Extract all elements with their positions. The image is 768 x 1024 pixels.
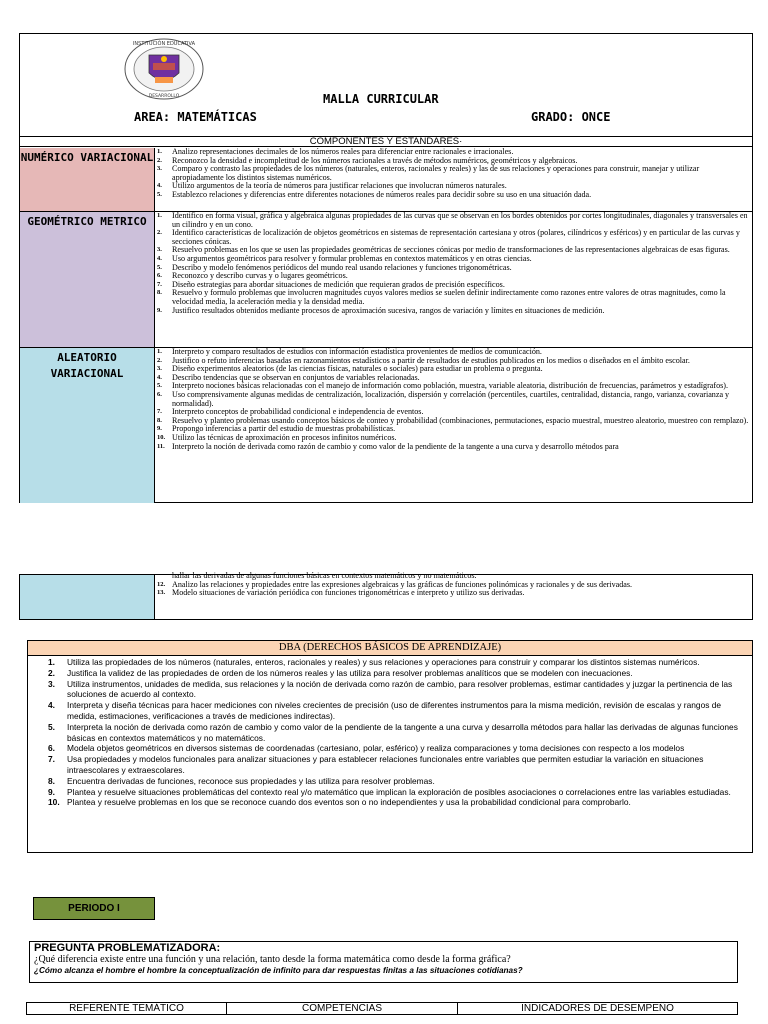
item-text: Interpreta la noción de derivada como razón de cambio y como valor de la pendiente de la tangente a una curva y desarrolla métodos para hallar las derivadas de algunas funciones básicas en contextos matemáticos y no matemáticos. <box>67 721 738 743</box>
item-text: Plantea y resuelve problemas en los que se reconoce cuando dos eventos son o no independientes y usa la probabilidad condicional para comprobarlo. <box>67 797 631 808</box>
section-numerico <box>155 148 752 212</box>
pregunta-title: PREGUNTA PROBLEMATIZADORA: <box>34 942 221 954</box>
item-number: 8. <box>157 416 162 424</box>
item-text: Establezco relaciones y diferencias entre diferentes notaciones de números reales para decidir sobre su uso en una situación dada. <box>172 189 592 199</box>
list-item <box>155 191 752 200</box>
item-text: Describo y modelo fenómenos periódicos del mundo real usando relaciones y funciones trigonométricas. <box>172 262 512 272</box>
pregunta-question-1: ¿Qué diferencia existe entre una función y una relación, tanto desde la forma matemática como desde la forma gráfica? <box>34 954 511 965</box>
item-text: Utilizo las técnicas de aproximación en procesos infinitos numéricos. <box>172 432 397 442</box>
page-title: MALLA CURRICULAR <box>323 92 439 106</box>
list-item <box>155 307 752 316</box>
dba-table <box>27 640 753 853</box>
category-numerico: NUMÉRICO VARIACIONAL <box>20 148 155 212</box>
item-number: 12. <box>157 580 166 588</box>
item-number: 2. <box>157 356 162 364</box>
item-number: 7. <box>157 408 162 416</box>
item-text: Encuentra derivadas de funciones, reconoce sus propiedades y las utiliza para resolver problemas. <box>67 775 435 786</box>
item-number: 1. <box>157 148 162 155</box>
item-text: Reconozco la densidad e incompletitud de los números racionales a través de métodos numéricos, geométricos y algebraicos. <box>172 155 578 165</box>
item-text: Modelo situaciones de variación periódica con funciones trigonométricas e interpreto y utilizo sus derivadas. <box>172 588 525 598</box>
item-number: 5. <box>157 263 162 271</box>
item-text: Uso argumentos geométricos para resolver y formular problemas en contextos matemáticos y en otras ciencias. <box>172 253 532 263</box>
list-item <box>155 589 752 598</box>
item-text: Resuelvo y formulo problemas que involucren magnitudes cuyos valores medios se suelen definir indirectamente como razones entre valores de otras magnitudes, como la velocidad media, la aceleración media y la densidad media. <box>172 288 726 306</box>
list-item <box>28 776 752 787</box>
item-text: Diseño estrategias para abordar situaciones de medición que requieran grados de precisión específicos. <box>172 279 505 289</box>
pregunta-box <box>29 941 738 983</box>
list-item <box>28 797 752 808</box>
item-text: Utiliza las propiedades de los números (naturales, enteros, racionales y reales) y sus relaciones y operaciones para construir y comparar los distintos sistemas numéricos. <box>67 657 700 667</box>
institution-seal <box>123 37 205 101</box>
item-text: Usa propiedades y modelos funcionales para analizar situaciones y para establecer relaciones funcionales entre variables que permiten estudiar la variación en situaciones intraescolares y extraescolares. <box>67 754 704 775</box>
item-text: Analizo las relaciones y propiedades entre las expresiones algebraicas y las gráficas de funciones polinómicas y racionales y de sus derivadas. <box>172 579 633 589</box>
item-number: 9. <box>48 786 55 797</box>
item-number: 5. <box>48 721 55 732</box>
item-text: Utiliza instrumentos, unidades de medida, sus relaciones y la noción de derivada como razón de cambio, para resolver problemas, estimar cantidades y juzgar la pertinencia de las soluciones de acuerdo al contexto. <box>67 678 733 700</box>
list-item <box>28 668 752 679</box>
seal-text-bottom: DESARROLLO <box>148 94 180 99</box>
item-number: 10. <box>48 797 60 808</box>
item-text: Diseño experimentos aleatorios (de las ciencias físicas, naturales o sociales) para estudiar un problema o pregunta. <box>172 364 543 374</box>
item-number: 13. <box>157 589 166 597</box>
item-text: Comparo y contrasto las propiedades de los números (naturales, enteros, racionales y reales) y las de sus relaciones y operaciones para construir, manejar y utilizar apropiadamente los distintos sistemas numéricos. <box>172 164 700 182</box>
list-item <box>28 754 752 776</box>
item-number: 5. <box>157 190 162 198</box>
list-item <box>155 212 752 229</box>
item-text: Resuelvo problemas en los que se usen las propiedades geométricas de secciones cónicas por medio de transformaciones de las representaciones algebraicas de esas figuras. <box>172 245 730 255</box>
item-text: Reconozco y describo curvas y o lugares geométricos. <box>172 271 348 281</box>
item-number: 1. <box>157 348 162 355</box>
section-aleatorio <box>155 348 752 503</box>
continuation-lead: hallar las derivadas de algunas funciones básicas en contextos matemáticos y no matemáticos. <box>172 571 477 580</box>
item-text: Justifico resultados obtenidos mediante procesos de aproximación sucesiva, rangos de variación y límites en situaciones de medición. <box>172 305 605 315</box>
components-table <box>19 136 753 503</box>
item-number: 4. <box>157 373 162 381</box>
item-number: 4. <box>157 254 162 262</box>
grade-label: GRADO: ONCE <box>531 110 611 124</box>
header-competencias: COMPETENCIAS <box>227 1003 458 1014</box>
item-text: Interpreto conceptos de probabilidad condicional e independencia de eventos. <box>172 407 424 417</box>
item-number: 1. <box>157 212 162 219</box>
seal-text-top: INSTITUCIÓN EDUCATIVA <box>132 41 196 47</box>
item-number: 9. <box>157 425 162 433</box>
list-item <box>28 787 752 798</box>
continuation-list <box>155 571 752 598</box>
item-number: 10. <box>157 433 166 441</box>
continuation-category-cell <box>20 575 155 619</box>
list-item <box>155 443 752 452</box>
item-number: 2. <box>157 229 162 237</box>
item-number: 6. <box>48 743 55 754</box>
list-item <box>155 229 752 246</box>
dba-title: DBA (DERECHOS BÁSICOS DE APRENDIZAJE) <box>28 641 752 656</box>
item-text: Describo tendencias que se observan en conjuntos de variables relacionadas. <box>172 372 420 382</box>
continuation-table <box>19 571 753 620</box>
item-number: 1. <box>48 657 55 667</box>
item-text: Modela objetos geométricos en diversos sistemas de coordenadas (cartesiano, polar, esférico) y realiza comparaciones y toma decisiones con respecto a los modelos <box>67 743 685 754</box>
item-number: 3. <box>48 678 55 689</box>
item-text: Justifico o refuto inferencias basadas en razonamientos estadísticos a partir de resultados de estudios publicados en los medios o diseñados en el ámbito escolar. <box>172 355 690 365</box>
item-number: 4. <box>157 182 162 190</box>
components-header: COMPONENTES Y ESTANDARES· <box>19 136 753 147</box>
item-text: Analizo representaciones decimales de los números reales para diferenciar entre racionales e irracionales. <box>172 147 514 156</box>
bottom-table-header <box>26 1002 738 1015</box>
item-number: 2. <box>157 156 162 164</box>
item-number: 2. <box>48 667 55 678</box>
item-number: 3. <box>157 365 162 373</box>
item-text: Interpreta y diseña técnicas para hacer mediciones con niveles crecientes de precisión (uso de diferentes instrumentos para la misma medición, revisión de escalas y rangos de medida, estimaciones, verificaciones a través de mediciones indirectas). <box>67 700 722 721</box>
periodo-label: PERIODO I <box>33 897 155 920</box>
item-number: 11. <box>157 442 165 450</box>
list-item <box>28 722 752 744</box>
category-geometrico: GEOMÉTRICO METRICO <box>20 212 155 348</box>
item-text: Utilizo argumentos de la teoría de números para justificar relaciones que involucran números naturales. <box>172 181 507 191</box>
list-item <box>155 165 752 182</box>
item-number: 5. <box>157 382 162 390</box>
pregunta-question-2: ¿Cómo alcanza el hombre el hombre la conceptualización de infinito para dar respuestas finitas a las situaciones cotidianas? <box>34 966 523 975</box>
list-item <box>28 743 752 754</box>
item-number: 4. <box>48 700 55 711</box>
item-text: Interpreto y comparo resultados de estudios con información estadística provenientes de medios de comunicación. <box>172 347 542 356</box>
item-text: Interpreto nociones básicas relacionadas con el manejo de información como población, muestra, variable aleatoria, distribución de frecuencias, parámetros y estadígrafos). <box>172 381 728 391</box>
list-item <box>155 391 752 408</box>
item-number: 8. <box>48 775 55 786</box>
item-text: Propongo inferencias a partir del estudio de muestras probabilísticas. <box>172 424 396 434</box>
item-number: 7. <box>48 754 55 765</box>
item-number: 8. <box>157 289 162 297</box>
item-text: Resuelvo y planteo problemas usando conceptos básicos de conteo y probabilidad (combinaciones, permutaciones, espacio muestral, muestreo aleatorio, muestreo con remplazo). <box>172 415 749 425</box>
item-number: 3. <box>157 246 162 254</box>
item-number: 9. <box>157 306 162 314</box>
item-text: Justifica la validez de las propiedades de orden de los números reales y las utiliza para resolver problemas analíticos que se modelen con inecuaciones. <box>67 667 633 678</box>
category-aleatorio: ALEATORIO VARIACIONAL <box>20 348 155 503</box>
list-item <box>28 700 752 722</box>
list-item <box>155 289 752 306</box>
item-number: 6. <box>157 390 162 398</box>
list-item <box>28 679 752 701</box>
section-geometrico <box>155 212 752 348</box>
item-number: 6. <box>157 272 162 280</box>
header-indicadores: INDICADORES DE DESEMPEÑO <box>521 1003 674 1014</box>
item-number: 7. <box>157 280 162 288</box>
list-item <box>28 657 752 668</box>
item-text: Uso comprensivamente algunas medidas de centralización, localización, dispersión y correlación (percentiles, cuartiles, centralidad, distancia, rango, varianza, covarianza y normalidad). <box>172 389 730 408</box>
item-text: Identifico características de localización de objetos geométricos en sistemas de representación cartesiana y otros (polares, cilíndricos y esféricos) y en particular de las curvas y secciones cónicas. <box>172 228 740 246</box>
item-text: Identifico en forma visual, gráfica y algebraica algunas propiedades de las curvas que se observan en los bordes obtenidos por cortes longitudinales, diagonales y transversales en un cilindro y en un cono. <box>172 211 748 229</box>
header-referente: REFERENTE TEMÁTICO <box>27 1003 227 1014</box>
item-text: Interpreto la noción de derivada como razón de cambio y como valor de la pendiente de la tangente a una curva y desarrollo métodos para <box>172 441 619 451</box>
area-label: AREA: MATEMÁTICAS <box>134 110 257 124</box>
item-number: 3. <box>157 165 162 173</box>
item-text: Plantea y resuelve situaciones problemáticas del contexto real y/o matemático que implican la exploración de posibles asociaciones o correlaciones entre las variables estudiadas. <box>67 786 731 797</box>
